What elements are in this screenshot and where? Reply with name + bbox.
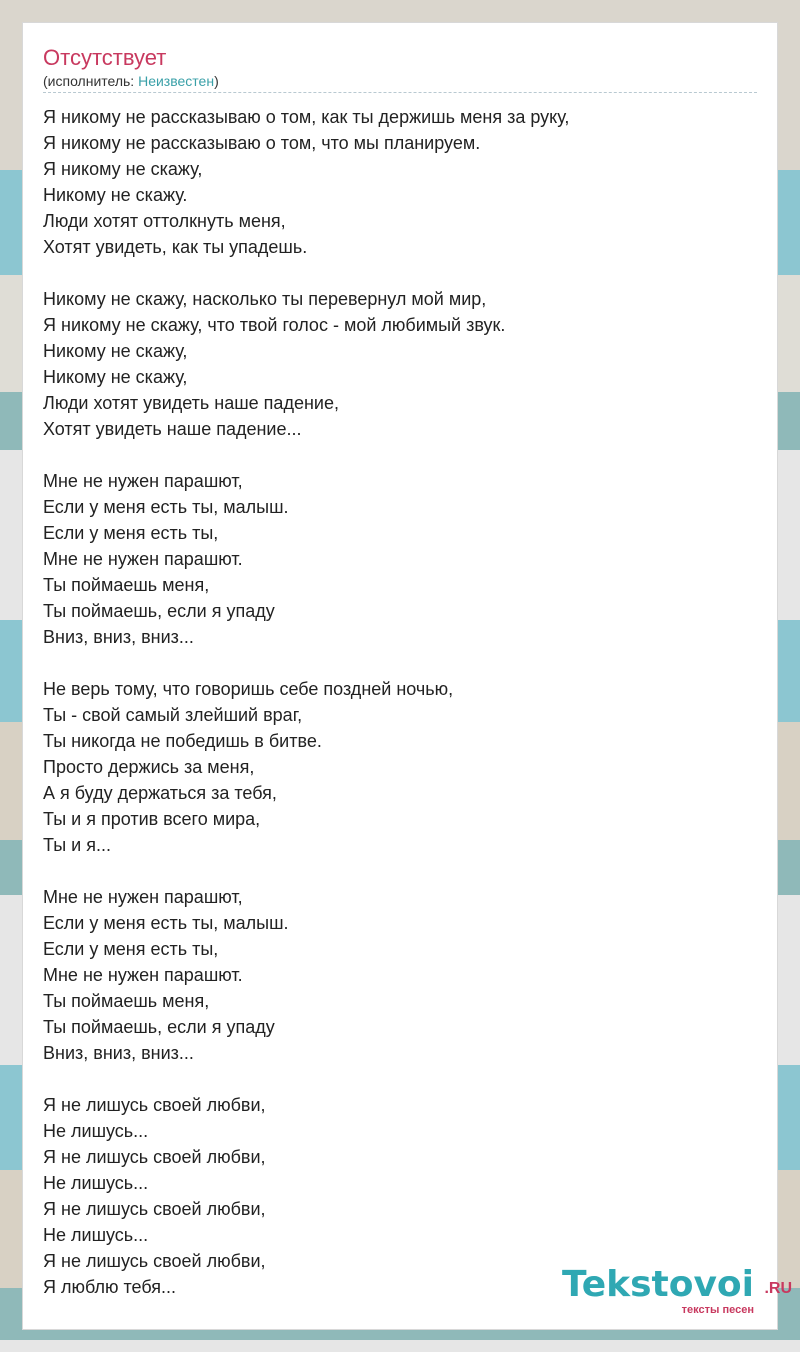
lyrics-line: Хотят увидеть, как ты упадешь.	[43, 237, 308, 257]
lyrics-line: Мне не нужен парашют,	[43, 887, 243, 907]
lyrics-line: Вниз, вниз, вниз...	[43, 1043, 194, 1063]
lyrics-line: Ты поймаешь меня,	[43, 575, 210, 595]
lyrics-line: Я не лишусь своей любви,	[43, 1147, 266, 1167]
lyrics-stanza	[43, 884, 757, 1066]
lyrics-line: Мне не нужен парашют,	[43, 471, 243, 491]
artist-prefix: (исполнитель:	[43, 73, 139, 89]
artist-link[interactable]: Неизвестен	[138, 73, 215, 89]
logo-domain: .RU	[764, 1280, 792, 1297]
lyrics-line: Люди хотят увидеть наше падение,	[43, 393, 339, 413]
lyrics-line: Если у меня есть ты,	[43, 523, 219, 543]
lyrics-line: Если у меня есть ты, малыш.	[43, 497, 289, 517]
lyrics-line: Не лишусь...	[43, 1173, 149, 1193]
lyrics-line: Хотят увидеть наше падение...	[43, 419, 302, 439]
lyrics-line: Ты поймаешь, если я упаду	[43, 1017, 275, 1037]
lyrics-line: Никому не скажу.	[43, 185, 188, 205]
lyrics-line: Мне не нужен парашют.	[43, 549, 243, 569]
lyrics-line: Я никому не скажу,	[43, 159, 203, 179]
lyrics-line: Я не лишусь своей любви,	[43, 1251, 266, 1271]
lyrics-line: Если у меня есть ты, малыш.	[43, 913, 289, 933]
lyrics-line: Вниз, вниз, вниз...	[43, 627, 194, 647]
lyrics-line: Я не лишусь своей любви,	[43, 1199, 266, 1219]
song-title: Отсутствует	[43, 45, 167, 70]
lyrics-text	[43, 104, 757, 1326]
lyrics-line: Люди хотят оттолкнуть меня,	[43, 211, 286, 231]
lyrics-line: Я люблю тебя...	[43, 1277, 177, 1297]
lyrics-line: Я не лишусь своей любви,	[43, 1095, 266, 1115]
lyrics-line: А я буду держаться за тебя,	[43, 783, 277, 803]
song-header	[43, 45, 757, 93]
lyrics-line: Я никому не рассказываю о том, что мы планируем.	[43, 133, 481, 153]
lyrics-stanza	[43, 676, 757, 858]
lyrics-stanza	[43, 286, 757, 442]
lyrics-line: Я никому не скажу, что твой голос - мой любимый звук.	[43, 315, 506, 335]
lyrics-line: Мне не нужен парашют.	[43, 965, 243, 985]
lyrics-stanza	[43, 104, 757, 260]
lyrics-line: Ты поймаешь меня,	[43, 991, 210, 1011]
lyrics-line: Не лишусь...	[43, 1225, 149, 1245]
lyrics-line: Никому не скажу,	[43, 367, 188, 387]
lyrics-line: Не лишусь...	[43, 1121, 149, 1141]
lyrics-line: Ты и я...	[43, 835, 111, 855]
lyrics-line: Ты поймаешь, если я упаду	[43, 601, 275, 621]
lyrics-card	[22, 22, 778, 1330]
logo-wordmark: Tekstovoi	[561, 1264, 754, 1305]
lyrics-line: Просто держись за меня,	[43, 757, 255, 777]
lyrics-line: Ты - свой самый злейший враг,	[43, 705, 303, 725]
lyrics-line: Не верь тому, что говоришь себе поздней ночью,	[43, 679, 454, 699]
lyrics-line: Я никому не рассказываю о том, как ты держишь меня за руку,	[43, 107, 570, 127]
lyrics-stanza	[43, 468, 757, 650]
artist-line	[43, 72, 757, 93]
lyrics-line: Ты никогда не победишь в битве.	[43, 731, 322, 751]
lyrics-line: Ты и я против всего мира,	[43, 809, 261, 829]
artist-suffix: )	[214, 73, 219, 89]
logo-tagline: тексты песен	[681, 1304, 754, 1316]
lyrics-line: Никому не скажу,	[43, 341, 188, 361]
lyrics-line: Если у меня есть ты,	[43, 939, 219, 959]
lyrics-line: Никому не скажу, насколько ты перевернул мой мир,	[43, 289, 487, 309]
site-logo[interactable]	[562, 1265, 792, 1315]
